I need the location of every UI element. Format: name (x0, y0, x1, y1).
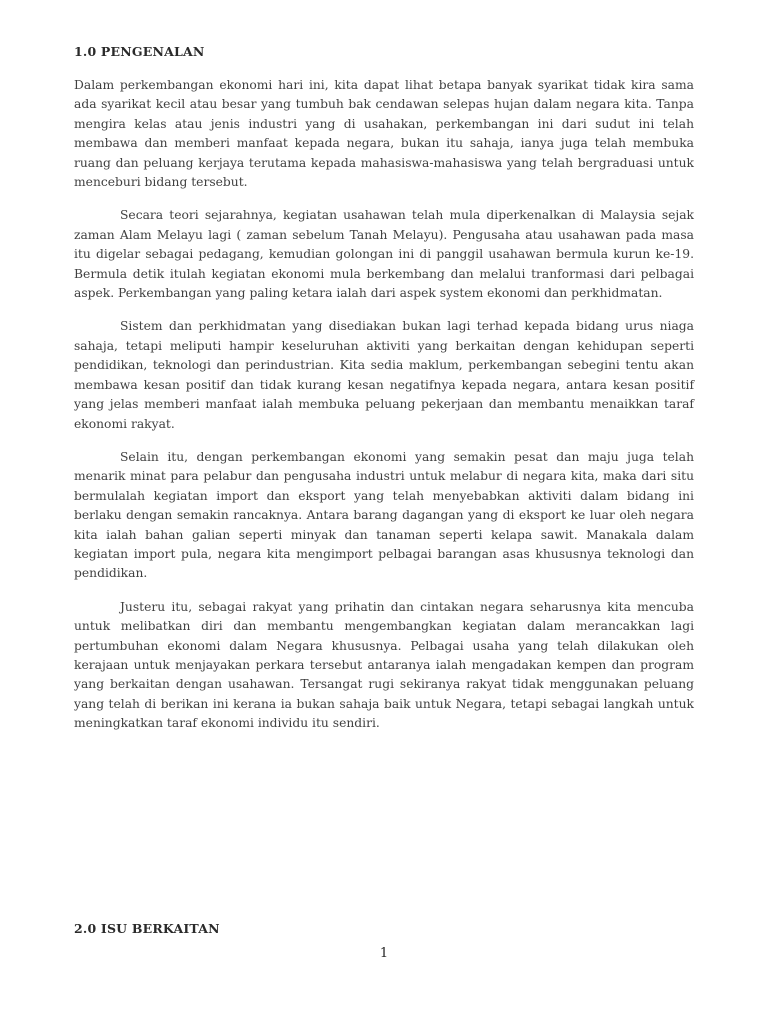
page-number: 1 (379, 946, 389, 961)
section-heading-isu-berkaitan: 2.0 ISU BERKAITAN (74, 921, 220, 936)
section-heading-pengenalan: 1.0 PENGENALAN (74, 44, 205, 59)
paragraph-3: Sistem dan perkhidmatan yang disediakan bukan lagi terhad kepada bidang urus niaga sahaja, tetapi meliputi hampir keseluruhan aktiviti yang berkaitan dengan kehidupan seperti pendidikan, teknologi dan perindustrian. Kita sedia maklum, perkembangan sebegini tentu akan membawa kesan positif dan tidak kurang kesan negatifnya kepada negara, antara kesan positif yang jelas memberi manfaat ialah membuka peluang pekerjaan dan membantu menaikkan taraf ekonomi rakyat. (74, 319, 694, 431)
paragraph-2: Secara teori sejarahnya, kegiatan usahawan telah mula diperkenalkan di Malaysia sejak zaman Alam Melayu lagi ( zaman sebelum Tanah Melayu). Pengusaha atau usahawan pada masa itu digelar sebagai pedagang, kemudian golongan ini di panggil usahawan bermula kurun ke-19. Bermula detik itulah kegiatan ekonomi mula berkembang dan melalui tranformasi dari pelbagai aspek. Perkembangan yang paling ketara ialah dari aspek system ekonomi dan perkhidmatan. (74, 208, 694, 301)
document-page (74, 0, 694, 1024)
paragraph-4: Selain itu, dengan perkembangan ekonomi yang semakin pesat dan maju juga telah menarik minat para pelabur dan pengusaha industri untuk melabur di negara kita, maka dari situ bermulalah kegiatan import dan eksport yang telah menyebabkan aktiviti dalam bidang ini berlaku dengan semakin rancaknya. Antara barang dagangan yang di eksport ke luar oleh negara kita ialah bahan galian seperti minyak dan tanaman seperti kelapa sawit. Manakala dalam kegiatan import pula, negara kita mengimport pelbagai barangan asas khususnya teknologi dan pendidikan. (74, 449, 694, 581)
paragraph-5: Justeru itu, sebagai rakyat yang prihatin dan cintakan negara seharusnya kita mencuba untuk melibatkan diri dan membantu mengembangkan kegiatan dalam merancakkan lagi pertumbuhan ekonomi dalam Negara khususnya. Pelbagai usaha yang telah dilakukan oleh kerajaan untuk menjayakan perkara tersebut antaranya ialah mengadakan kempen dan program yang berkaitan dengan usahawan. Tersangat rugi sekiranya rakyat tidak menggunakan peluang yang telah di berikan ini kerana ia bukan sahaja baik untuk Negara, tetapi sebagai langkah untuk meningkatkan taraf ekonomi individu itu sendiri. (74, 599, 694, 731)
document-body (74, 76, 694, 748)
paragraph-1: Dalam perkembangan ekonomi hari ini, kita dapat lihat betapa banyak syarikat tidak kira sama ada syarikat kecil atau besar yang tumbuh bak cendawan selepas hujan dalam negara kita. Tanpa mengira kelas atau jenis industri yang di usahakan, perkembangan ini dari sudut ini telah membawa dan memberi manfaat kepada negara, bukan itu sahaja, ianya juga telah membuka ruang dan peluang kerjaya terutama kepada mahasiswa-mahasiswa yang telah bergraduasi untuk menceburi bidang tersebut. (74, 78, 694, 190)
